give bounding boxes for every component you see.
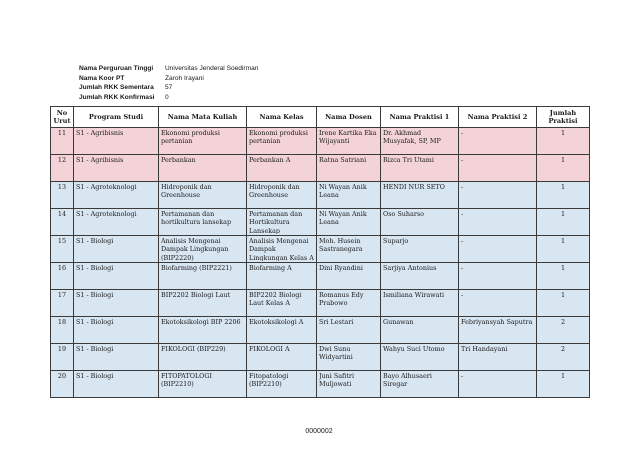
cell-practitioner-2: [459, 290, 537, 317]
cell-practitioner-1-text: Dr. Akhmad Musyafak, SP, MP: [383, 129, 441, 146]
cell-lecturer-text: Ni Wayan Anik Leana: [319, 210, 367, 227]
summary-row-coordinator: [79, 74, 258, 84]
cell-course: [159, 155, 247, 182]
table-row: [51, 182, 590, 209]
cell-practitioner-1: [381, 344, 459, 371]
cell-practitioner-2-text: -: [461, 264, 464, 272]
table-row: [51, 236, 590, 263]
cell-practitioner-1-text: Rizca Tri Utami: [383, 156, 434, 164]
practitioner-table: [50, 106, 590, 398]
cell-lecturer-text: Irene Kartika Eka Wijayanti: [319, 129, 377, 146]
cell-no: [51, 290, 74, 317]
cell-practitioner-2-text: -: [461, 237, 464, 245]
cell-class: [247, 209, 317, 236]
cell-count-text: 1: [560, 291, 566, 299]
cell-count-text: 1: [560, 156, 566, 164]
cell-practitioner-1-text: Suparjo: [383, 237, 409, 245]
cell-course-text: Hidroponik dan Greenhouse: [161, 183, 212, 200]
header-program: Program Studi: [74, 107, 159, 128]
cell-course: [159, 209, 247, 236]
cell-no-text: 14: [57, 210, 67, 218]
cell-no-text: 11: [57, 129, 67, 137]
cell-practitioner-1: [381, 128, 459, 155]
cell-program-text: S1 - Agroteknologi: [76, 183, 137, 191]
cell-practitioner-2: [459, 317, 537, 344]
cell-lecturer-text: Dini Ryandini: [319, 264, 363, 272]
cell-practitioner-1-text: Wahyu Suci Utomo: [383, 345, 445, 353]
cell-practitioner-1-text: Oso Suharso: [383, 210, 424, 218]
cell-practitioner-1-text: Sarjiya Antonius: [383, 264, 437, 272]
cell-program-text: S1 - Agribisnis: [76, 129, 124, 137]
cell-no: [51, 209, 74, 236]
cell-course: [159, 317, 247, 344]
cell-course: [159, 290, 247, 317]
cell-no: [51, 317, 74, 344]
cell-lecturer-text: Sri Lestari: [319, 318, 354, 326]
table-header-row: [51, 107, 590, 128]
cell-class-text: Perbankan A: [249, 156, 291, 164]
cell-course: [159, 371, 247, 398]
summary-value: 0: [165, 93, 169, 101]
summary-label: Jumlah RKK Sementara: [79, 84, 154, 92]
summary-row-rkk-temp: [79, 83, 258, 93]
cell-practitioner-1-text: Ismiliana Wirawati: [383, 291, 445, 299]
cell-course-text: Analisis Mengenai Dampak Lingkungan (BIP2220): [161, 237, 229, 261]
cell-practitioner-2: [459, 344, 537, 371]
cell-no: [51, 344, 74, 371]
cell-course-text: Ekonomi produksi pertanian: [161, 129, 220, 146]
table-body: [51, 128, 590, 398]
cell-lecturer-text: Romanus Edy Prabowo: [319, 291, 364, 308]
summary-label: Nama Koor PT: [79, 74, 125, 82]
cell-lecturer: [317, 371, 381, 398]
cell-course-text: Biofarming (BIP2221): [161, 264, 232, 272]
cell-no: [51, 236, 74, 263]
table-row: [51, 155, 590, 182]
cell-program: [74, 344, 159, 371]
cell-count: [537, 344, 590, 371]
cell-no-text: 18: [57, 318, 67, 326]
cell-practitioner-1: [381, 371, 459, 398]
cell-lecturer: [317, 344, 381, 371]
cell-program: [74, 263, 159, 290]
table-row: [51, 128, 590, 155]
table-row: [51, 317, 590, 344]
cell-program: [74, 128, 159, 155]
cell-no-text: 20: [57, 372, 67, 380]
cell-class-text: Ekotoksikologi A: [249, 318, 304, 326]
cell-count: [537, 155, 590, 182]
cell-class-text: FIKOLOGI A: [249, 345, 290, 353]
cell-class-text: Analisis Mengenai Dampak Lingkungan Kelas A: [249, 237, 314, 261]
cell-count: [537, 317, 590, 344]
cell-practitioner-1: [381, 317, 459, 344]
cell-count: [537, 128, 590, 155]
cell-practitioner-1-text: HENDI NUR SETO: [383, 183, 445, 191]
cell-practitioner-1: [381, 236, 459, 263]
cell-lecturer-text: Juni Safitri Muljowati: [319, 372, 354, 389]
cell-lecturer-text: Ratna Satriani: [319, 156, 367, 164]
cell-course-text: FITOPATOLOGI (BIP2210): [161, 372, 213, 389]
cell-lecturer: [317, 317, 381, 344]
cell-practitioner-1: [381, 182, 459, 209]
cell-practitioner-2: [459, 128, 537, 155]
cell-practitioner-1: [381, 155, 459, 182]
cell-practitioner-2: [459, 182, 537, 209]
cell-program: [74, 182, 159, 209]
cell-course-text: Perbankan: [161, 156, 196, 164]
header-practitioner-1: Nama Praktisi 1: [381, 107, 459, 128]
cell-program-text: S1 - Agroteknologi: [76, 210, 137, 218]
cell-program-text: S1 - Biologi: [76, 237, 114, 245]
header-count: Jumlah Praktisi: [537, 107, 590, 128]
cell-program: [74, 317, 159, 344]
cell-course: [159, 263, 247, 290]
cell-lecturer: [317, 263, 381, 290]
cell-practitioner-2: [459, 209, 537, 236]
cell-practitioner-1: [381, 209, 459, 236]
cell-course: [159, 236, 247, 263]
cell-class: [247, 371, 317, 398]
page-number: 0000002: [305, 428, 333, 435]
cell-class: [247, 263, 317, 290]
cell-count-text: 1: [560, 183, 566, 191]
cell-lecturer-text: Ni Wayan Anik Leana: [319, 183, 367, 200]
cell-practitioner-2-text: -: [461, 210, 464, 218]
cell-class: [247, 128, 317, 155]
header-lecturer: Nama Dosen: [317, 107, 381, 128]
cell-count: [537, 209, 590, 236]
cell-program: [74, 236, 159, 263]
cell-course: [159, 128, 247, 155]
cell-count-text: 1: [560, 372, 566, 380]
cell-no: [51, 128, 74, 155]
cell-class: [247, 290, 317, 317]
cell-program: [74, 155, 159, 182]
header-practitioner-2: Nama Praktisi 2: [459, 107, 537, 128]
cell-class-text: Ekonomi produksi pertanian: [249, 129, 308, 146]
cell-practitioner-2: [459, 155, 537, 182]
summary-label: Nama Perguruan Tinggi: [79, 65, 154, 72]
cell-lecturer: [317, 128, 381, 155]
cell-practitioner-1-text: Gunawan: [383, 318, 414, 326]
cell-count: [537, 371, 590, 398]
cell-class: [247, 182, 317, 209]
cell-practitioner-1: [381, 263, 459, 290]
cell-no-text: 19: [57, 345, 67, 353]
summary-row-rkk-confirmed: [79, 93, 258, 103]
cell-practitioner-1-text: Bayo Alhusaeri Siregar: [383, 372, 432, 389]
cell-practitioner-2-text: -: [461, 156, 464, 164]
cell-class: [247, 344, 317, 371]
cell-program: [74, 209, 159, 236]
cell-no: [51, 371, 74, 398]
summary-value: Zaroh Irayani: [165, 74, 204, 82]
summary-value: 57: [165, 84, 173, 92]
cell-no: [51, 182, 74, 209]
cell-count-text: 1: [560, 264, 566, 272]
cell-lecturer: [317, 155, 381, 182]
cell-count: [537, 290, 590, 317]
cell-count-text: 1: [560, 129, 566, 137]
cell-class-text: BIP2202 Biologi Laut Kelas A: [249, 291, 302, 308]
cell-course-text: Pertamanan dan hortikultura lansekap: [161, 210, 232, 227]
cell-program: [74, 371, 159, 398]
cell-count-text: 1: [560, 210, 566, 218]
cell-course: [159, 182, 247, 209]
cell-program-text: S1 - Biologi: [76, 372, 114, 380]
cell-lecturer: [317, 209, 381, 236]
cell-program-text: S1 - Biologi: [76, 291, 114, 299]
cell-program-text: S1 - Agribisnis: [76, 156, 124, 164]
cell-no-text: 16: [57, 264, 67, 272]
cell-count: [537, 182, 590, 209]
cell-practitioner-2-text: Febriyansyah Saputra: [461, 318, 533, 326]
header-course: Nama Mata Kuliah: [159, 107, 247, 128]
cell-practitioner-2-text: -: [461, 291, 464, 299]
cell-program-text: S1 - Biologi: [76, 345, 114, 353]
cell-class-text: Fitopatologi (BIP2210): [249, 372, 289, 389]
summary-label: Jumlah RKK Konfirmasi: [79, 93, 155, 101]
cell-class: [247, 317, 317, 344]
cell-class-text: Pertamanan dan Hortikultura Lansekap: [249, 210, 303, 234]
cell-no: [51, 263, 74, 290]
cell-course-text: Ekotoksikologi BIP 2206: [161, 318, 241, 326]
header-class: Nama Kelas: [247, 107, 317, 128]
summary-row-university: [79, 64, 258, 74]
cell-no-text: 17: [57, 291, 67, 299]
cell-course-text: FIKOLOGI (BIP229): [161, 345, 226, 353]
cell-no: [51, 155, 74, 182]
cell-class: [247, 236, 317, 263]
cell-course-text: BIP2202 Biologi Laut: [161, 291, 231, 299]
cell-practitioner-2-text: -: [461, 129, 464, 137]
cell-count: [537, 236, 590, 263]
cell-lecturer: [317, 290, 381, 317]
table-row: [51, 209, 590, 236]
cell-count-text: 2: [560, 345, 566, 353]
cell-no-text: 13: [57, 183, 67, 191]
cell-practitioner-2: [459, 371, 537, 398]
cell-count-text: 2: [560, 318, 566, 326]
table-row: [51, 344, 590, 371]
cell-program: [74, 290, 159, 317]
cell-program-text: S1 - Biologi: [76, 264, 114, 272]
cell-no-text: 15: [57, 237, 67, 245]
cell-program-text: S1 - Biologi: [76, 318, 114, 326]
cell-course: [159, 344, 247, 371]
cell-lecturer-text: Moh. Husein Sastranegara: [319, 237, 363, 254]
header-no: No Urut: [51, 107, 74, 128]
cell-class-text: Biofarming A: [249, 264, 292, 272]
cell-practitioner-2-text: -: [461, 183, 464, 191]
cell-practitioner-2: [459, 236, 537, 263]
summary-value: Universitas Jenderal Soedirman: [165, 65, 259, 72]
cell-count-text: 1: [560, 237, 566, 245]
cell-practitioner-2: [459, 263, 537, 290]
cell-lecturer: [317, 182, 381, 209]
table-row: [51, 290, 590, 317]
summary-block: [79, 64, 258, 102]
cell-practitioner-2-text: Tri Handayani: [461, 345, 508, 353]
table-row: [51, 371, 590, 398]
cell-lecturer: [317, 236, 381, 263]
cell-practitioner-1: [381, 290, 459, 317]
cell-count: [537, 263, 590, 290]
cell-class-text: Hidroponik dan Greenhouse: [249, 183, 300, 200]
cell-lecturer-text: Dwi Sunu Widyartini: [319, 345, 353, 362]
cell-class: [247, 155, 317, 182]
cell-practitioner-2-text: -: [461, 372, 464, 380]
cell-no-text: 12: [57, 156, 67, 164]
table-row: [51, 263, 590, 290]
